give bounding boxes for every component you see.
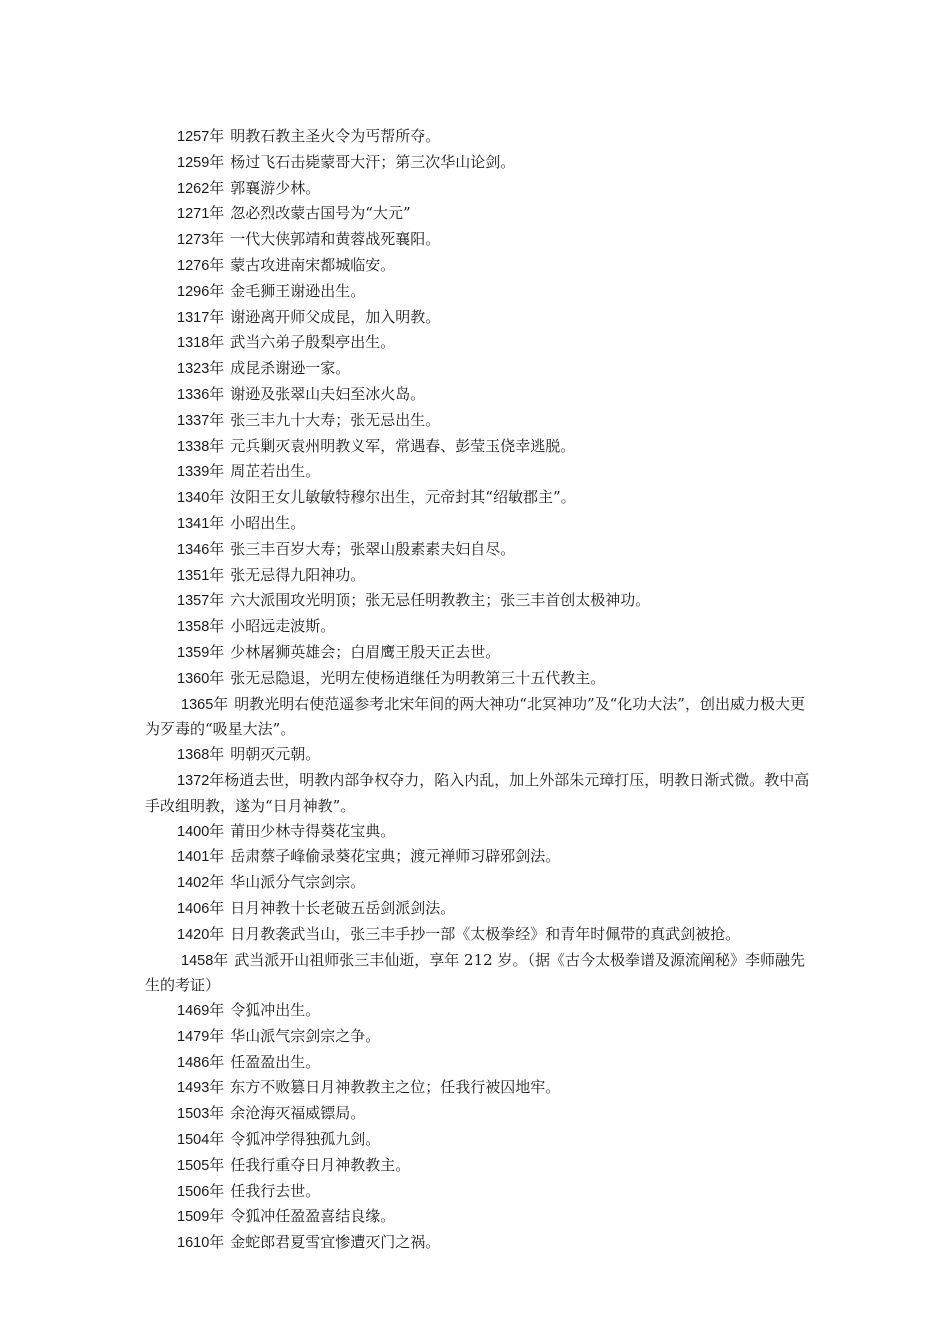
entry-year-unit: 年 — [209, 410, 225, 429]
timeline-entry — [145, 896, 810, 922]
timeline-entry — [145, 692, 810, 743]
entry-year: 1358 — [177, 619, 210, 636]
entry-text: 令狐冲任盈盈喜结良缘。 — [230, 1207, 396, 1226]
entry-text: 日月神教十长老破五岳剑派剑法。 — [230, 898, 456, 917]
entry-text: 任盈盈出生。 — [230, 1052, 321, 1071]
timeline-entry — [145, 459, 810, 485]
entry-text: 莆田少林寺得葵花宝典。 — [230, 821, 396, 840]
entry-year: 1296 — [177, 283, 210, 300]
entry-year-unit: 年 — [209, 1078, 225, 1097]
timeline-entry — [145, 485, 810, 511]
timeline-entry — [145, 1050, 810, 1076]
entry-year: 1257 — [177, 129, 210, 145]
timeline-entry — [145, 356, 810, 382]
entry-year-unit: 年 — [209, 281, 225, 300]
timeline-entry — [145, 124, 810, 150]
entry-year-unit: 年 — [209, 770, 225, 789]
timeline-entry — [145, 998, 810, 1024]
timeline-entry — [145, 640, 810, 666]
entry-year-unit: 年 — [209, 333, 225, 352]
entry-year: 1368 — [177, 747, 210, 764]
entry-year: 1360 — [177, 670, 210, 687]
entry-year-unit: 年 — [209, 488, 225, 507]
entry-year: 1420 — [177, 926, 210, 943]
entry-year-unit: 年 — [209, 462, 225, 481]
entry-year-unit: 年 — [209, 255, 225, 274]
entry-year: 1504 — [177, 1132, 210, 1149]
timeline-entry — [145, 382, 810, 408]
entry-year: 1339 — [177, 464, 210, 481]
timeline-entry — [145, 588, 810, 614]
entry-year: 1372 — [177, 772, 210, 789]
entry-text: 一代大侠郭靖和黄蓉战死襄阳。 — [230, 230, 441, 249]
entry-text: 张无忌得九阳神功。 — [230, 565, 366, 584]
entry-year: 1610 — [177, 1235, 210, 1252]
entry-year-unit: 年 — [209, 821, 225, 840]
timeline-entry — [145, 948, 810, 999]
entry-year: 1357 — [177, 593, 210, 610]
entry-year-unit: 年 — [209, 204, 225, 223]
entry-text: 少林屠狮英雄会；白眉鹰王殷天正去世。 — [230, 642, 501, 661]
entry-year: 1458 — [181, 952, 214, 969]
entry-year-unit: 年 — [209, 1130, 225, 1149]
entry-text: 令狐冲学得独孤九剑。 — [230, 1130, 381, 1149]
entry-year-unit: 年 — [209, 1104, 225, 1123]
entry-year-unit: 年 — [209, 1026, 225, 1045]
entry-text: 郭襄游少林。 — [230, 178, 321, 197]
entry-year: 1341 — [177, 515, 210, 532]
timeline-entry — [145, 150, 810, 176]
entry-text: 张无忌隐退，光明左使杨逍继任为明教第三十五代教主。 — [230, 668, 606, 687]
entry-year-unit: 年 — [209, 384, 225, 403]
timeline-entry — [145, 768, 810, 819]
entry-year-unit: 年 — [209, 1001, 225, 1020]
entry-text: 六大派围攻光明顶；张无忌任明教教主；张三丰首创太极神功。 — [230, 591, 651, 610]
timeline-entry — [145, 870, 810, 896]
entry-text: 蒙古攻进南宋都城临安。 — [230, 255, 396, 274]
entry-text: 华山派气宗剑宗之争。 — [230, 1026, 381, 1045]
entry-year: 1406 — [177, 900, 210, 917]
entry-text: 谢逊离开师父成昆，加入明教。 — [230, 307, 441, 326]
entry-year: 1340 — [177, 490, 210, 507]
timeline-entry — [145, 1153, 810, 1179]
entry-text: 武当六弟子殷梨亭出生。 — [230, 333, 396, 352]
timeline-entry — [145, 922, 810, 948]
entry-year-unit: 年 — [209, 152, 225, 171]
entry-year: 1493 — [177, 1080, 210, 1097]
entry-text: 金毛狮王谢逊出生。 — [230, 281, 366, 300]
timeline-entry — [145, 1179, 810, 1205]
timeline-entry — [145, 1230, 810, 1256]
entry-text: 小昭出生。 — [230, 513, 306, 532]
entry-year-unit: 年 — [209, 513, 225, 532]
entry-year-unit: 年 — [209, 1207, 225, 1226]
entry-year-unit: 年 — [209, 127, 225, 145]
timeline-entry — [145, 176, 810, 202]
entry-year-unit: 年 — [209, 359, 225, 378]
entry-year-unit: 年 — [209, 591, 225, 610]
entry-text: 杨逍去世，明教内部争权夺力，陷入内乱，加上外部朱元璋打压，明教日渐式微。教中高手改组明教，遂为“日月神教”。 — [145, 770, 810, 815]
entry-text: 武当派开山祖师张三丰仙逝，享年 212 岁。（据《古今太极拳谱及源流阐秘》李师融先生的考证） — [145, 950, 805, 995]
timeline-entry — [145, 563, 810, 589]
entry-text: 任我行去世。 — [230, 1181, 321, 1200]
timeline-entry — [145, 434, 810, 460]
timeline-entry — [145, 1204, 810, 1230]
entry-year: 1271 — [177, 206, 210, 223]
entry-text: 小昭远走波斯。 — [230, 617, 336, 636]
entry-text: 金蛇郎君夏雪宜惨遭灭门之祸。 — [230, 1233, 441, 1252]
entry-year: 1317 — [177, 309, 210, 326]
entry-year: 1351 — [177, 567, 210, 584]
timeline-entry — [145, 408, 810, 434]
entry-year: 1402 — [177, 875, 210, 892]
entry-year: 1262 — [177, 180, 210, 197]
entry-year: 1401 — [177, 849, 210, 866]
entry-year-unit: 年 — [209, 230, 225, 249]
entry-year-unit: 年 — [209, 1181, 225, 1200]
entry-text: 元兵剿灭袁州明教义军，常遇春、彭莹玉侥幸逃脱。 — [230, 436, 576, 455]
entry-year-unit: 年 — [209, 565, 225, 584]
entry-year: 1338 — [177, 438, 210, 455]
entry-text: 张三丰百岁大寿；张翠山殷素素夫妇自尽。 — [230, 539, 516, 558]
entry-year-unit: 年 — [209, 307, 225, 326]
entry-text: 余沧海灭福威镖局。 — [230, 1104, 366, 1123]
entry-year-unit: 年 — [209, 745, 225, 764]
timeline-entry — [145, 1075, 810, 1101]
timeline-entry — [145, 742, 810, 768]
entry-text: 周芷若出生。 — [230, 462, 321, 481]
timeline-entry — [145, 330, 810, 356]
entry-year-unit: 年 — [209, 1155, 225, 1174]
entry-year: 1400 — [177, 823, 210, 840]
entry-year: 1276 — [177, 257, 210, 274]
entry-year-unit: 年 — [209, 898, 225, 917]
timeline-entry — [145, 1127, 810, 1153]
entry-year-unit: 年 — [209, 642, 225, 661]
entry-text: 明朝灭元朝。 — [230, 745, 321, 764]
timeline-entry — [145, 253, 810, 279]
entry-year: 1323 — [177, 361, 210, 378]
timeline-entry — [145, 279, 810, 305]
entry-text: 成昆杀谢逊一家。 — [230, 359, 351, 378]
entry-year-unit: 年 — [209, 847, 225, 866]
entry-year-unit: 年 — [213, 950, 229, 969]
entry-text: 杨过飞石击毙蒙哥大汗；第三次华山论剑。 — [230, 152, 516, 171]
entry-text: 张三丰九十大寿；张无忌出生。 — [230, 410, 441, 429]
entry-year-unit: 年 — [209, 668, 225, 687]
entry-text: 日月教袭武当山，张三丰手抄一部《太极拳经》和青年时佩带的真武剑被抢。 — [230, 924, 741, 943]
entry-year: 1505 — [177, 1157, 210, 1174]
entry-text: 任我行重夺日月神教教主。 — [230, 1155, 411, 1174]
entry-text: 明教石教主圣火令为丐帮所夺。 — [230, 127, 441, 145]
entry-year-unit: 年 — [209, 539, 225, 558]
timeline-entry — [145, 666, 810, 692]
entry-year: 1346 — [177, 541, 210, 558]
entry-year-unit: 年 — [209, 924, 225, 943]
timeline-entry — [145, 1024, 810, 1050]
timeline-entry — [145, 614, 810, 640]
entry-year: 1486 — [177, 1054, 210, 1071]
entry-year: 1273 — [177, 232, 210, 249]
entry-year: 1479 — [177, 1028, 210, 1045]
entry-year: 1336 — [177, 386, 210, 403]
entry-text: 岳肃蔡子峰偷录葵花宝典；渡元禅师习辟邪剑法。 — [230, 847, 561, 866]
entry-text: 明教光明右使范遥参考北宋年间的两大神功“北冥神功”及“化功大法”，创出威力极大更为歹毒的“吸星大法”。 — [145, 694, 805, 739]
timeline-entry — [145, 305, 810, 331]
entry-year: 1506 — [177, 1183, 210, 1200]
entry-year-unit: 年 — [209, 436, 225, 455]
entry-year: 1318 — [177, 335, 210, 352]
entry-year: 1359 — [177, 644, 210, 661]
entry-year-unit: 年 — [209, 178, 225, 197]
timeline-entry — [145, 819, 810, 845]
entry-year-unit: 年 — [209, 617, 225, 636]
entry-text: 忽必烈改蒙古国号为“大元” — [230, 204, 411, 223]
entry-text: 谢逊及张翠山夫妇至冰火岛。 — [230, 384, 426, 403]
timeline-entry — [145, 227, 810, 253]
timeline-entry — [145, 537, 810, 563]
entry-year: 1337 — [177, 412, 210, 429]
entry-text: 令狐冲出生。 — [230, 1001, 321, 1020]
timeline-entry — [145, 844, 810, 870]
entry-year: 1503 — [177, 1106, 210, 1123]
entry-year: 1469 — [177, 1003, 210, 1020]
entry-text: 东方不败篡日月神教教主之位；任我行被囚地牢。 — [230, 1078, 561, 1097]
entry-text: 汝阳王女儿敏敏特穆尔出生，元帝封其“绍敏郡主”。 — [230, 488, 576, 507]
entry-year-unit: 年 — [209, 1052, 225, 1071]
timeline-entry — [145, 1101, 810, 1127]
timeline-entry — [145, 511, 810, 537]
entry-year-unit: 年 — [213, 694, 229, 713]
entry-year: 1509 — [177, 1209, 210, 1226]
entry-year-unit: 年 — [209, 1233, 225, 1252]
entry-year: 1365 — [181, 696, 214, 713]
entry-year: 1259 — [177, 154, 210, 171]
entry-text: 华山派分气宗剑宗。 — [230, 873, 366, 892]
entry-year-unit: 年 — [209, 873, 225, 892]
timeline-entry — [145, 201, 810, 227]
timeline-text — [145, 124, 810, 1256]
